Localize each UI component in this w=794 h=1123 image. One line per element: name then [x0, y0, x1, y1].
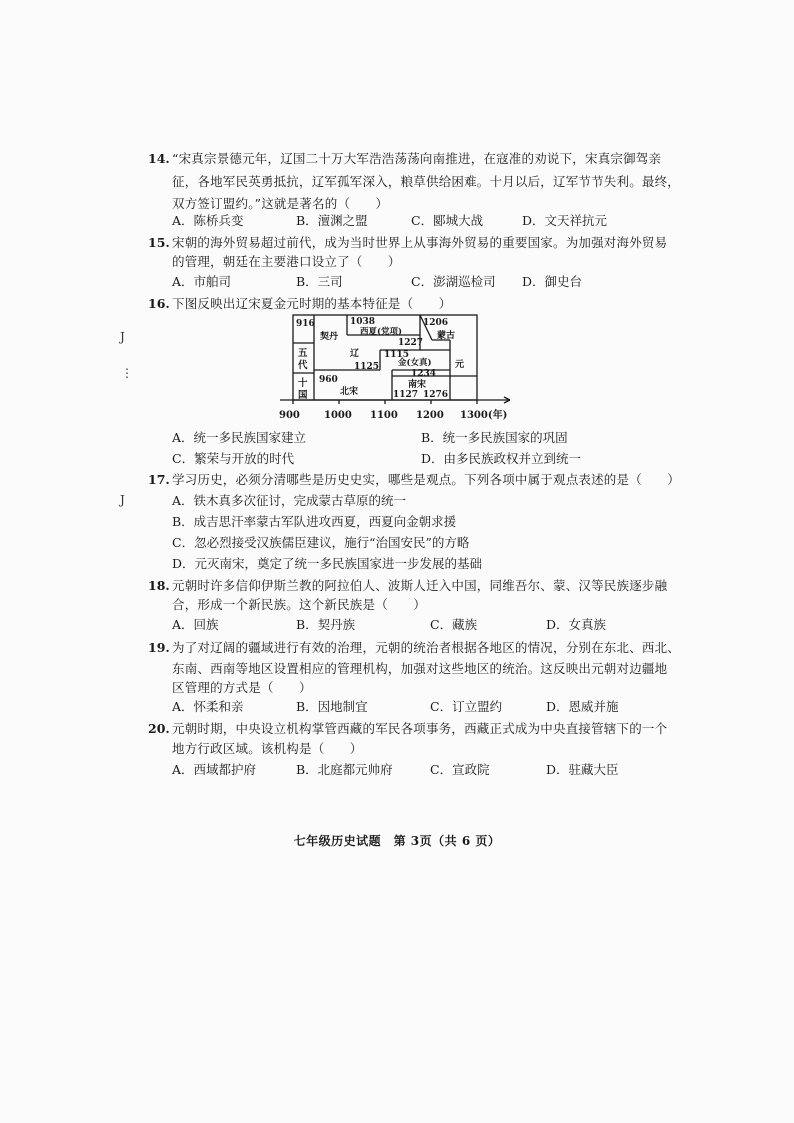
regime-label: 西夏(党项)	[360, 327, 403, 337]
regime-label: 元	[455, 360, 465, 370]
question-number: 19.	[148, 640, 170, 655]
question-text: 双方签订盟约。”这就是著名的（ ）	[172, 196, 389, 211]
margin-mark: J	[120, 493, 125, 507]
question-number: 16.	[148, 296, 170, 311]
question-text: 地方行政区域。该机构是（ ）	[172, 741, 363, 756]
option-a: A．回族	[172, 617, 219, 632]
regime-label-char: 五	[298, 348, 308, 359]
year-label: 1038	[350, 317, 376, 327]
question-number: 18.	[148, 578, 170, 593]
regime-label	[298, 348, 311, 371]
question-number: 20.	[148, 721, 170, 736]
question-text: “宋真宗景德元年，辽国二十万大军浩浩荡荡向南推进，在寇准的劝说下，宋真宗御驾亲	[172, 151, 662, 166]
page-footer: 七年级历史试题 第 3页（共 6 页）	[293, 834, 501, 848]
x-tick-label: 1300(年)	[460, 410, 508, 421]
year-label: 1227	[398, 338, 424, 348]
option-a: A．统一多民族国家建立	[172, 430, 307, 445]
option-b: B．契丹族	[296, 617, 356, 632]
option-c: C．澎湖巡检司	[411, 274, 496, 289]
regime-label-char: 十	[298, 378, 308, 389]
option-a: A．陈桥兵变	[172, 213, 244, 228]
regime-label: 金(女真)	[398, 358, 432, 368]
year-label: 1127	[393, 390, 419, 400]
option-b: B．三司	[296, 274, 343, 289]
question-text: 的管理，朝廷在主要港口设立了（ ）	[172, 254, 401, 269]
option-a: A．铁木真多次征讨，完成蒙古草原的统一	[172, 493, 407, 508]
regime-label: 南宋	[408, 380, 427, 390]
option-c: C．藏族	[430, 617, 478, 632]
option-c: C．宣政院	[430, 762, 490, 777]
regime-label-char: 代	[298, 360, 308, 371]
question-text: 合，形成一个新民族。这个新民族是（ ）	[172, 597, 427, 612]
question-text: 宋朝的海外贸易超过前代，成为当时世界上从事海外贸易的重要国家。为加强对海外贸易	[172, 235, 668, 250]
regime-label	[298, 377, 311, 401]
option-b: B．因地制宜	[296, 699, 368, 714]
question-text: 元朝时许多信仰伊斯兰教的阿拉伯人、波斯人迁入中国，同维吾尔、蒙、汉等民族逐步融	[172, 578, 668, 593]
question-text: 元朝时期，中央设立机构掌管西藏的军民各项事务，西藏正式成为中央直接管辖下的一个	[172, 721, 668, 736]
option-d: D．文天祥抗元	[522, 213, 608, 228]
regime-label: 辽	[350, 349, 360, 359]
option-b: B．成吉思汗率蒙古军队进攻西夏，西夏向金朝求援	[172, 514, 457, 529]
x-tick-label: 900	[279, 410, 300, 421]
option-b: B．北庭都元帅府	[296, 762, 393, 777]
x-tick-label: 1000	[324, 410, 352, 421]
option-d: D．驻藏大臣	[546, 762, 619, 777]
year-label: 1125	[354, 362, 380, 372]
year-label: 916	[296, 319, 315, 329]
option-d: D．由多民族政权并立到统一	[421, 451, 582, 466]
question-number: 14.	[148, 151, 170, 166]
option-b: B．统一多民族国家的巩固	[421, 430, 568, 445]
question-text: 征，各地军民英勇抵抗，辽军孤军深入，粮草供给困难。十月以后，辽军节节失利。最终，	[172, 174, 681, 189]
timeline-chart	[270, 310, 520, 425]
regime-label: 蒙古	[437, 331, 456, 341]
option-a: A．西域都护府	[172, 762, 257, 777]
regime-label: 契丹	[320, 332, 339, 342]
option-c: C．忽必烈接受汉族儒臣建议，施行“治国安民”的方略	[172, 535, 470, 550]
question-number: 17.	[148, 472, 170, 487]
option-c: C．繁荣与开放的时代	[172, 451, 295, 466]
margin-mark: ⋮	[121, 366, 133, 380]
option-a: A．市舶司	[172, 274, 232, 289]
question-text: 为了对辽阔的疆域进行有效的治理，元朝的统治者根据各地区的情况，分别在东北、西北、	[172, 640, 681, 655]
margin-mark: J	[120, 330, 125, 344]
year-label: 1206	[423, 318, 449, 328]
question-text: 区管理的方式是（ ）	[172, 680, 312, 695]
option-d: D．元灭南宋，奠定了统一多民族国家进一步发展的基础	[172, 556, 483, 571]
question-text: 学习历史，必须分清哪些是历史史实，哪些是观点。下列各项中属于观点表述的是（ ）	[172, 472, 681, 487]
question-text: 下图反映出辽宋夏金元时期的基本特征是（ ）	[172, 296, 452, 311]
year-label: 1115	[384, 350, 410, 360]
regime-label: 北宋	[340, 387, 359, 397]
option-d: D．女真族	[546, 617, 607, 632]
option-a: A．怀柔和亲	[172, 699, 244, 714]
option-c: C．订立盟约	[430, 699, 503, 714]
x-tick-label: 1200	[416, 410, 444, 421]
year-label: 960	[319, 375, 338, 385]
question-text: 东南、西南等地区设置相应的管理机构，加强对这些地区的统治。这反映出元朝对边疆地	[172, 661, 668, 676]
x-tick-label: 1100	[370, 410, 398, 421]
option-d: D．恩威并施	[546, 699, 619, 714]
option-b: B．澶渊之盟	[296, 213, 368, 228]
option-c: C．郾城大战	[411, 213, 484, 228]
option-d: D．御史台	[522, 274, 583, 289]
year-label: 1234	[411, 369, 437, 379]
question-number: 15.	[148, 235, 170, 250]
regime-label-char: 国	[298, 390, 308, 401]
year-label: 1276	[423, 390, 449, 400]
